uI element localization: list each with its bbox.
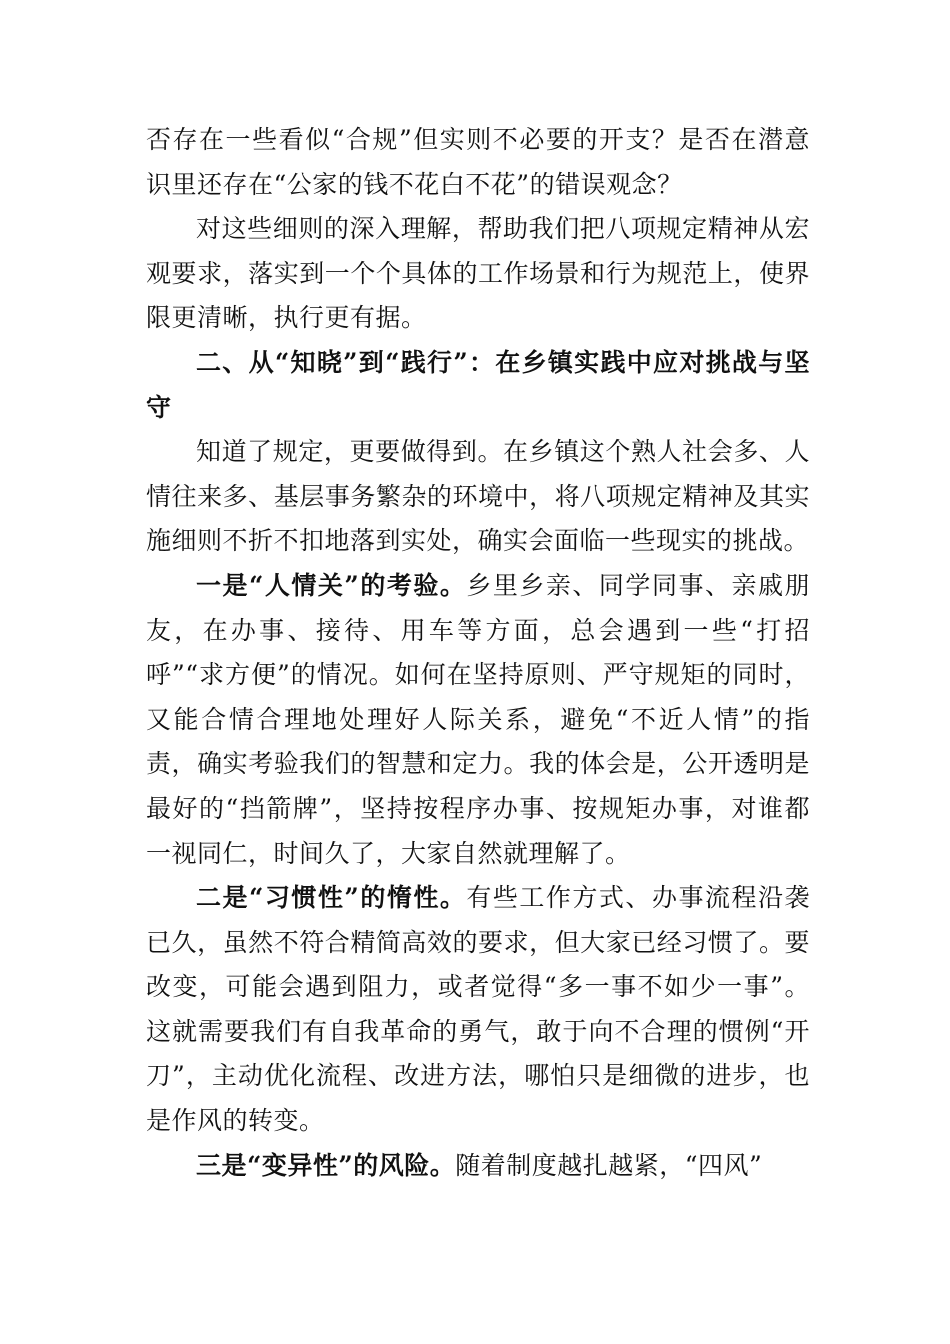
paragraph-text: 随着制度越扎越紧，“四风” bbox=[455, 1150, 763, 1180]
paragraph-text: 乡里乡亲、同学同事、亲戚朋友，在办事、接待、用车等方面，总会遇到一些“打招呼”“求方便”的情况。如何在坚持原则、严守规矩的同时，又能合情合理地处理好人际关系，避免“不近人情”的指责，确实考验我们的智慧和定力。我的体会是，公开透明是最好的“挡箭牌”，坚持按程序办事、按规矩办事，对谁都一视同仁，时间久了，大家自然就理解了。 bbox=[146, 570, 810, 868]
paragraph-text: 对这些细则的深入理解，帮助我们把八项规定精神从宏观要求，落实到一个个具体的工作场景和行为规范上，使界限更清晰，执行更有据。 bbox=[146, 214, 810, 333]
paragraph-lead: 三是“变异性”的风险。 bbox=[196, 1150, 456, 1180]
paragraph-body bbox=[146, 876, 810, 1144]
paragraph-body bbox=[146, 564, 810, 876]
paragraph-text: 有些工作方式、办事流程沿袭已久，虽然不符合精简高效的要求，但大家已经习惯了。要改变，可能会遇到阻力，或者觉得“多一事不如少一事”。这就需要我们有自我革命的勇气，敢于向不合理的惯例“开刀”，主动优化流程、改进方法，哪怕只是细微的进步，也是作风的转变。 bbox=[146, 883, 810, 1136]
paragraph-body bbox=[146, 207, 810, 341]
paragraph-lead: 一是“人情关”的考验。 bbox=[196, 570, 467, 600]
paragraph-body bbox=[146, 430, 810, 564]
paragraph-text: 否存在一些看似“合规”但实则不必要的开支？是否在潜意识里还存在“公家的钱不花白不花”的错误观念？ bbox=[146, 125, 810, 199]
section-heading bbox=[146, 341, 810, 430]
paragraph-text: 知道了规定，更要做得到。在乡镇这个熟人社会多、人情往来多、基层事务繁杂的环境中，将八项规定精神及其实施细则不折不扣地落到实处，确实会面临一些现实的挑战。 bbox=[146, 437, 810, 556]
paragraph-body bbox=[146, 1144, 810, 1189]
paragraph-lead: 二是“习惯性”的惰性。 bbox=[196, 883, 467, 913]
section-heading-text: 二、从“知晓”到“践行”：在乡镇实践中应对挑战与坚守 bbox=[146, 347, 810, 422]
document-body bbox=[146, 118, 810, 1188]
paragraph-continuation bbox=[146, 118, 810, 207]
